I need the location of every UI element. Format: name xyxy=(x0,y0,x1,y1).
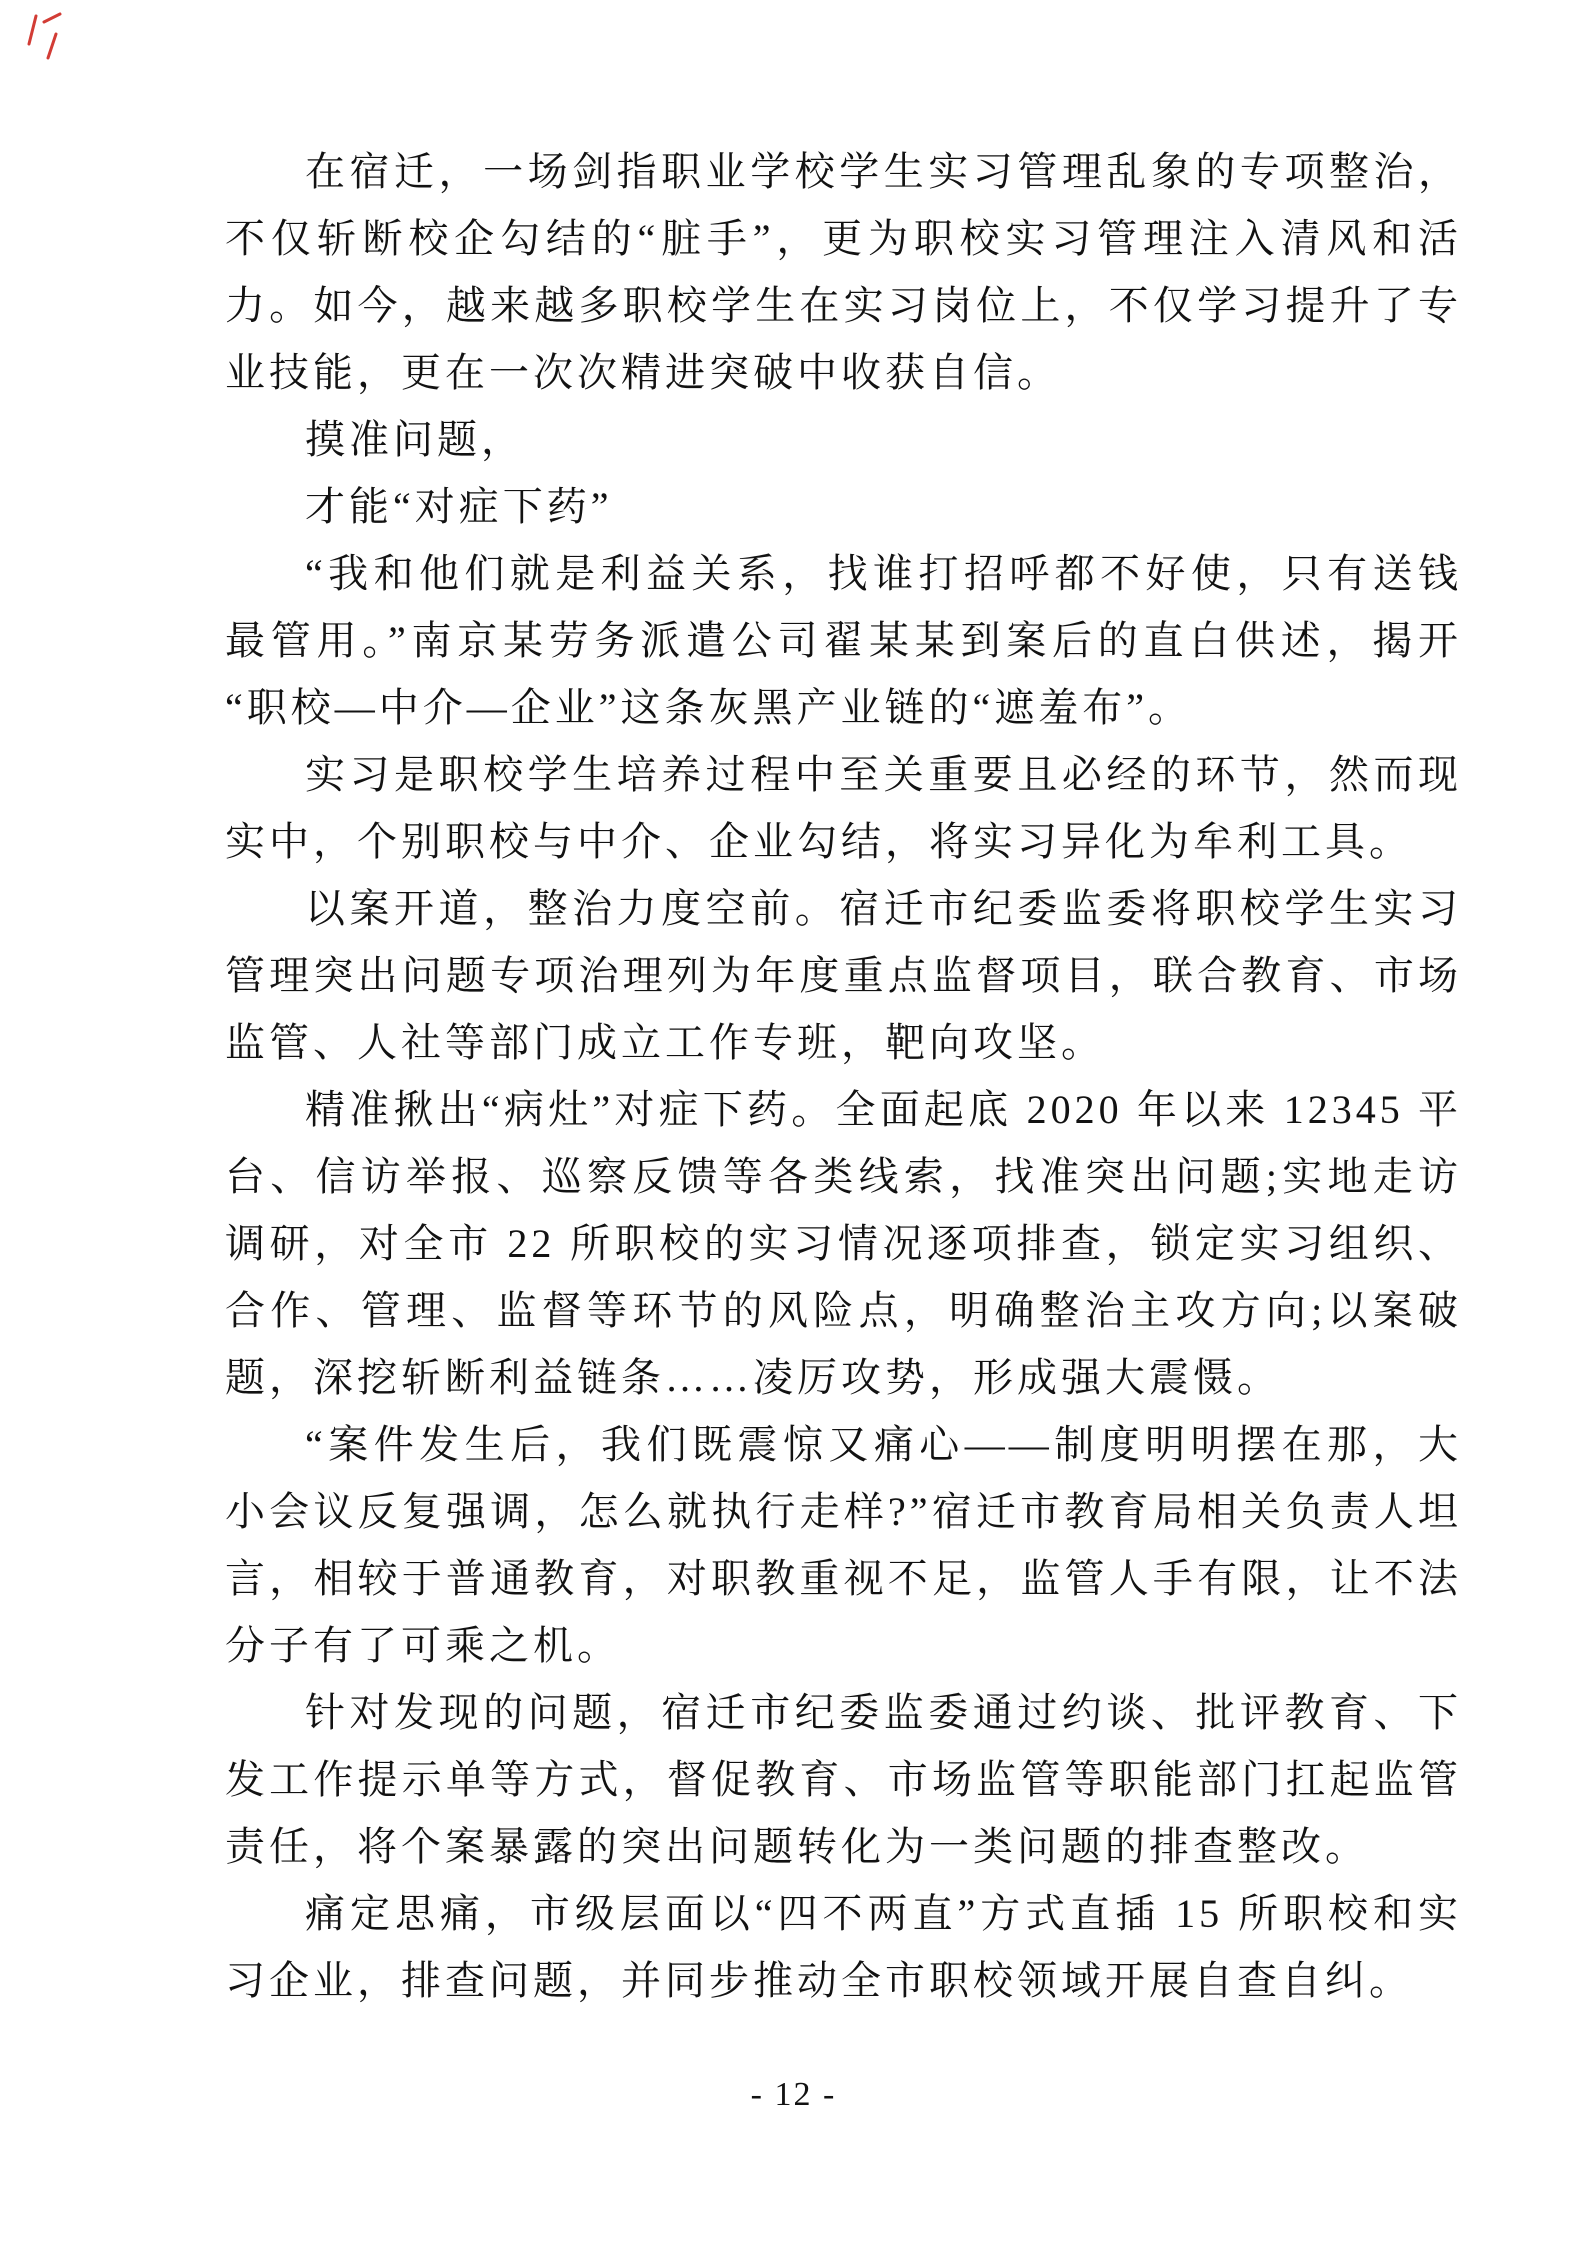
paragraph: 精准揪出“病灶”对症下药。全面起底 2020 年以来 12345 平台、信访举报、巡察反馈等各类线索，找准突出问题;实地走访调研，对全市 22 所职校的实习情况逐项排查，锁定实习组织、合作、管理、监督等环节的风险点，明确整治主攻方向;以案破题，深挖斩断利益链条……凌厉攻势，形成强大震慑。 xyxy=(225,1087,1462,1400)
paragraph: 摸准问题， xyxy=(305,417,525,462)
paragraph: 才能“对症下药” xyxy=(305,484,613,529)
paragraph: 在宿迁，一场剑指职业学校学生实习管理乱象的专项整治，不仅斩断校企勾结的“脏手”，更为职校实习管理注入清风和活力。如今，越来越多职校学生在实习岗位上，不仅学习提升了专业技能，更在一次次精进突破中收获自信。 xyxy=(225,149,1462,395)
paragraph: “我和他们就是利益关系，找谁打招呼都不好使，只有送钱最管用。”南京某劳务派遣公司翟某某到案后的直白供述，揭开“职校—中介—企业”这条灰黑产业链的“遮羞布”。 xyxy=(225,551,1462,730)
page-number: - 12 - xyxy=(750,2076,837,2113)
page-footer xyxy=(0,2076,1587,2114)
paragraph: 以案开道，整治力度空前。宿迁市纪委监委将职校学生实习管理突出问题专项治理列为年度重点监督项目，联合教育、市场监管、人社等部门成立工作专班，靶向攻坚。 xyxy=(225,886,1462,1065)
paragraph: 痛定思痛，市级层面以“四不两直”方式直插 15 所职校和实习企业，排查问题，并同步推动全市职校领域开展自查自纠。 xyxy=(225,1891,1462,2003)
red-scan-mark xyxy=(22,6,84,68)
paragraph: 针对发现的问题，宿迁市纪委监委通过约谈、批评教育、下发工作提示单等方式，督促教育、市场监管等职能部门扛起监管责任，将个案暴露的突出问题转化为一类问题的排查整改。 xyxy=(225,1690,1462,1869)
paragraph: 实习是职校学生培养过程中至关重要且必经的环节，然而现实中，个别职校与中介、企业勾结，将实习异化为牟利工具。 xyxy=(225,752,1462,864)
document-body xyxy=(225,138,1462,2014)
paragraph: “案件发生后，我们既震惊又痛心——制度明明摆在那，大小会议反复强调，怎么就执行走样?”宿迁市教育局相关负责人坦言，相较于普通教育，对职教重视不足，监管人手有限，让不法分子有了可乘之机。 xyxy=(225,1422,1462,1668)
